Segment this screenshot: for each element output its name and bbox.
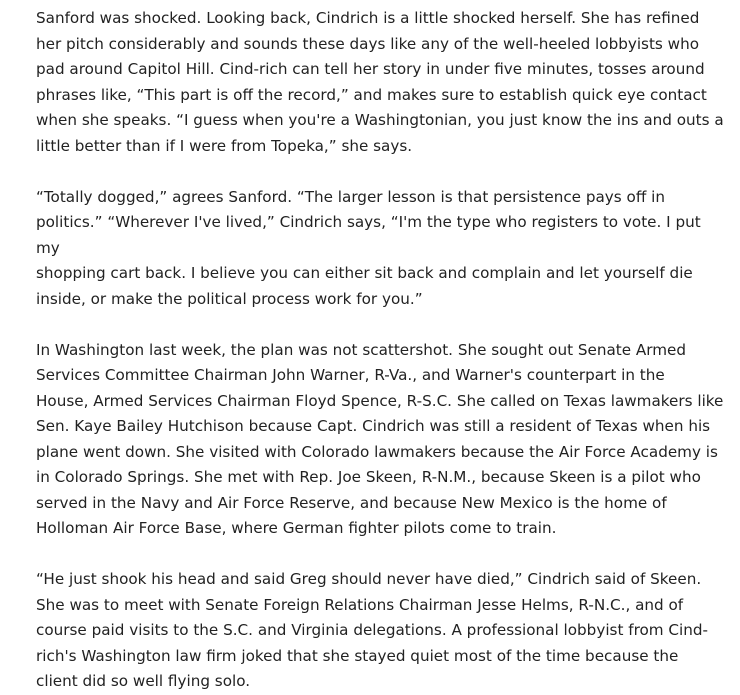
paragraph-3: In Washington last week, the plan was not scattershot. She sought out Senate Armed Services Committee Chairman John Warner, R-Va., and Warner's counterpart in the House, Armed Services Chairman Floyd Spence, R-S.C. She called on Texas lawmakers like Sen. Kaye Bailey Hutchison because Capt. Cindrich was still a resident of Texas when his plane went down. She visited with Colorado lawmakers because the Air Force Academy is in Colorado Springs. She met with Rep. Joe Skeen, R-N.M., because Skeen is a pilot who served in the Navy and Air Force Reserve, and because New Mexico is the home of Holloman Air Force Base, where German fighter pilots come to train. xyxy=(36,340,724,537)
paragraph-4: “He just shook his head and said Greg should never have died,” Cindrich said of Skeen. She was to meet with Senate Foreign Relations Chairman Jesse Helms, R-N.C., and of course paid visits to the S.C. and Virginia delegations. A professional lobbyist from Cind- rich's Washington law firm joked that she stayed quiet most of the time because the client did so well flying solo. xyxy=(36,570,708,690)
article-body xyxy=(36,6,726,695)
paragraph-2: “Totally dogged,” agrees Sanford. “The larger lesson is that persistence pays off in politics.” “Wherever I've lived,” Cindrich says, “I'm the type who registers to vote. I put my shopping cart back. I believe you can either sit back and complain and let yourself die inside, or make the political process work for you.” xyxy=(36,187,701,308)
paragraph-1: Sanford was shocked. Looking back, Cindrich is a little shocked herself. She has refined her pitch considerably and sounds these days like any of the well-heeled lobbyists who pad around Capitol Hill. Cind-rich can tell her story in under five minutes, tosses around phrases like, “This part is off the record,” and makes sure to establish quick eye contact when she speaks. “I guess when you're a Washingtonian, you just know the ins and outs a little better than if I were from Topeka,” she says. xyxy=(36,9,724,155)
